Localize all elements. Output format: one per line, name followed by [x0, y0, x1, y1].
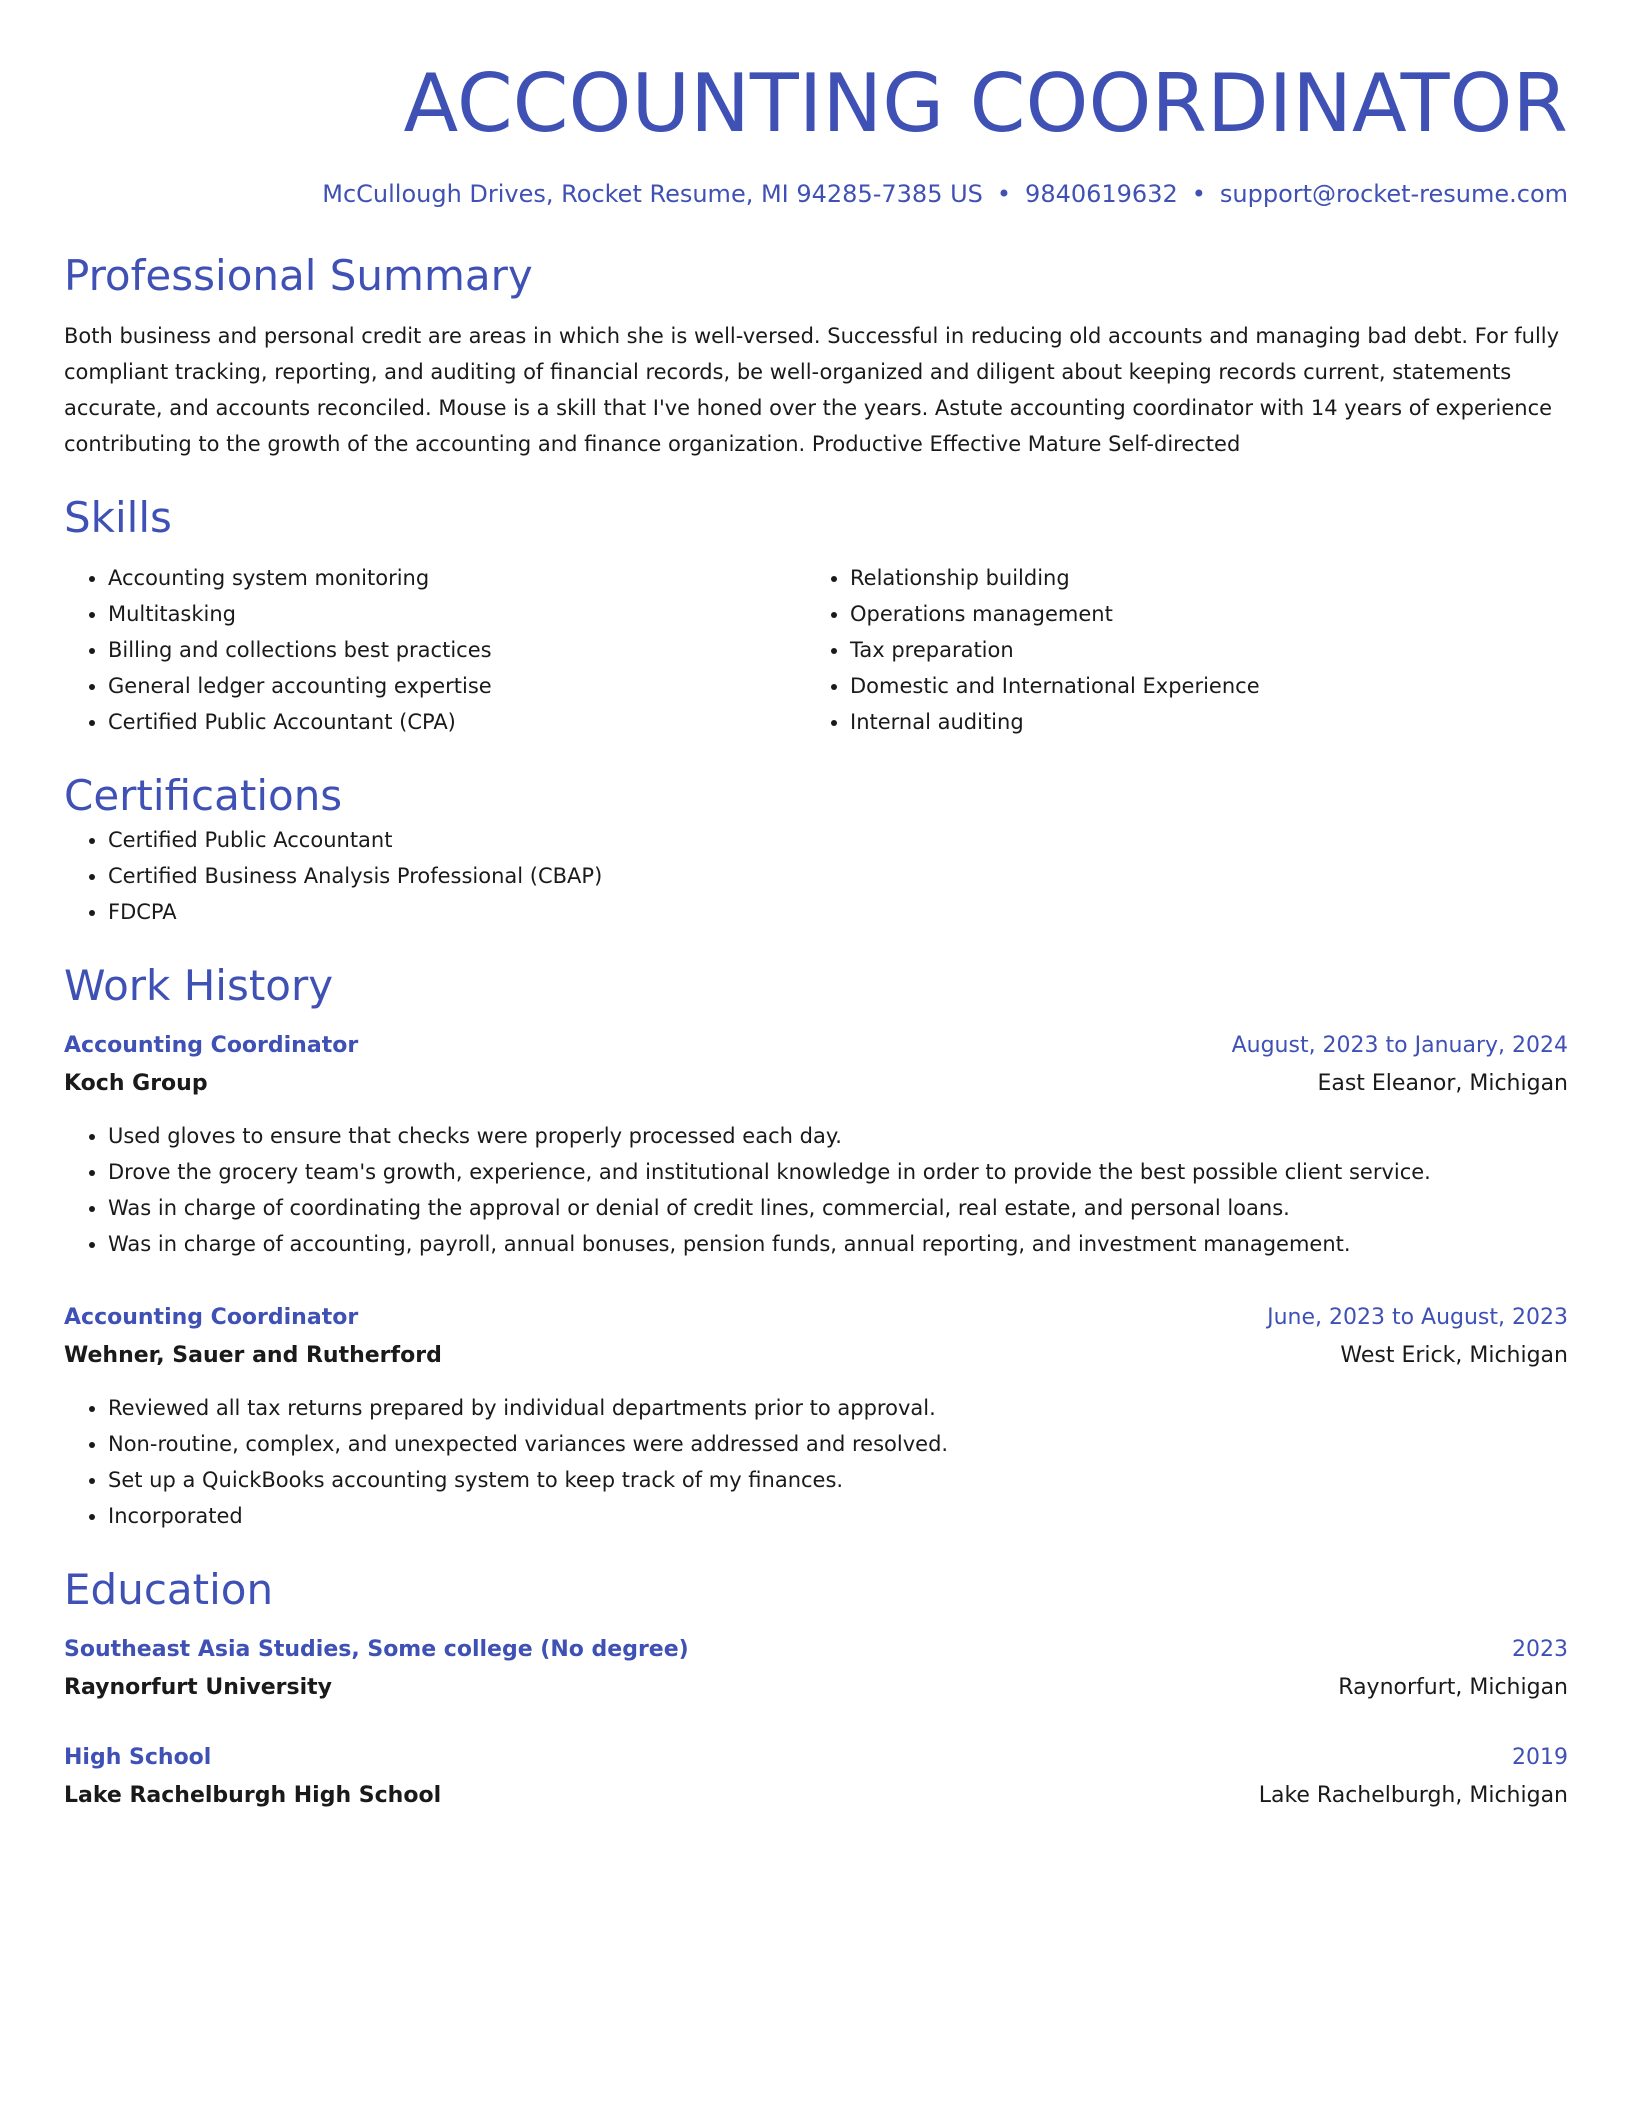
education-school-row: [64, 1776, 1568, 1814]
skill-item: • Internal auditing: [850, 704, 1548, 740]
education-degree-row: [64, 1632, 1568, 1668]
work-history-heading: Work History: [64, 961, 334, 1010]
education-school: Raynorfurt University: [64, 1675, 333, 1700]
skill-item: • Certified Public Accountant (CPA): [108, 704, 806, 740]
education-year: 2019: [1512, 1745, 1568, 1770]
resume-page: [64, 0, 1568, 1814]
resume-header: [64, 0, 1568, 210]
contact-phone: 9840619632: [1025, 180, 1178, 208]
contact-email[interactable]: support@rocket-resume.com: [1219, 180, 1568, 208]
job-bullets: [64, 1390, 1568, 1534]
education-school-row: [64, 1668, 1568, 1706]
job-entry: [64, 1300, 1568, 1534]
skill-item: • Tax preparation: [850, 632, 1548, 668]
skills-columns: [64, 560, 1568, 740]
job-dates: August, 2023 to January, 2024: [1231, 1033, 1568, 1058]
job-bullet: • Non-routine, complex, and unexpected variances were addressed and resolved.: [108, 1426, 1568, 1462]
skill-item: • Relationship building: [850, 560, 1548, 596]
job-bullet: • Drove the grocery team's growth, experience, and institutional knowledge in order to provide the best possible client service.: [108, 1154, 1568, 1190]
certifications-heading: Certifications: [64, 771, 343, 820]
job-dates: June, 2023 to August, 2023: [1267, 1305, 1568, 1330]
summary-heading: Professional Summary: [64, 251, 533, 300]
skill-item: • Accounting system monitoring: [108, 560, 806, 596]
job-company: Wehner, Sauer and Rutherford: [64, 1343, 442, 1368]
education-degree-row: [64, 1740, 1568, 1776]
skill-item: • Multitasking: [108, 596, 806, 632]
job-title-row: [64, 1300, 1568, 1336]
job-bullet: • Was in charge of coordinating the approval or denial of credit lines, commercial, real estate, and personal loans.: [108, 1190, 1568, 1226]
contact-separator: •: [996, 180, 1012, 208]
skills-heading: Skills: [64, 493, 172, 542]
job-title-row: [64, 1028, 1568, 1064]
job-bullet: • Was in charge of accounting, payroll, annual bonuses, pension funds, annual reporting, and investment management.: [108, 1226, 1568, 1262]
education-location: Lake Rachelburgh, Michigan: [1258, 1783, 1568, 1808]
skills-right-list: [806, 560, 1548, 740]
skill-item: • General ledger accounting expertise: [108, 668, 806, 704]
job-location: West Erick, Michigan: [1340, 1343, 1568, 1368]
contact-address: McCullough Drives, Rocket Resume, MI 94285-7385 US: [322, 180, 983, 208]
education-entry: [64, 1740, 1568, 1814]
job-bullet: • Incorporated: [108, 1498, 1568, 1534]
certification-item: • Certified Business Analysis Professional (CBAP): [108, 858, 1568, 894]
job-bullets: [64, 1118, 1568, 1262]
certification-item: • Certified Public Accountant: [108, 822, 1568, 858]
job-bullet: • Set up a QuickBooks accounting system to keep track of my finances.: [108, 1462, 1568, 1498]
contact-separator: •: [1191, 180, 1206, 208]
job-entry: [64, 1028, 1568, 1262]
contact-line: [64, 178, 1568, 210]
job-company: Koch Group: [64, 1071, 208, 1096]
education-degree: Southeast Asia Studies, Some college (No degree): [64, 1637, 689, 1662]
job-company-row: [64, 1064, 1568, 1102]
education-degree: High School: [64, 1745, 212, 1770]
skill-item: • Billing and collections best practices: [108, 632, 806, 668]
certifications-list: [64, 822, 1568, 930]
job-location: East Eleanor, Michigan: [1317, 1071, 1568, 1096]
skill-item: • Domestic and International Experience: [850, 668, 1548, 704]
job-role: Accounting Coordinator: [64, 1305, 359, 1330]
education-entry: [64, 1632, 1568, 1706]
job-company-row: [64, 1336, 1568, 1374]
education-year: 2023: [1512, 1637, 1568, 1662]
job-role: Accounting Coordinator: [64, 1033, 359, 1058]
skills-left-list: [64, 560, 806, 740]
certification-item: • FDCPA: [108, 894, 1568, 930]
summary-text: Both business and personal credit are areas in which she is well-versed. Successful in reducing old accounts and managing bad debt. For fully compliant tracking, reporting, and auditing of financial records, be well-organized and diligent about keeping records current, statements accurate, and accounts reconciled. Mouse is a skill that I've honed over the years. Astute accounting coordinator with 14 years of experience contributing to the growth of the accounting and finance organization. Productive Effective Mature Self-directed: [64, 324, 1560, 456]
education-school: Lake Rachelburgh High School: [64, 1783, 442, 1808]
resume-title: ACCOUNTING COORDINATOR: [403, 57, 1568, 150]
education-location: Raynorfurt, Michigan: [1338, 1675, 1568, 1700]
education-heading: Education: [64, 1565, 274, 1614]
skill-item: • Operations management: [850, 596, 1548, 632]
job-bullet: • Used gloves to ensure that checks were properly processed each day.: [108, 1118, 1568, 1154]
job-bullet: • Reviewed all tax returns prepared by individual departments prior to approval.: [108, 1390, 1568, 1426]
